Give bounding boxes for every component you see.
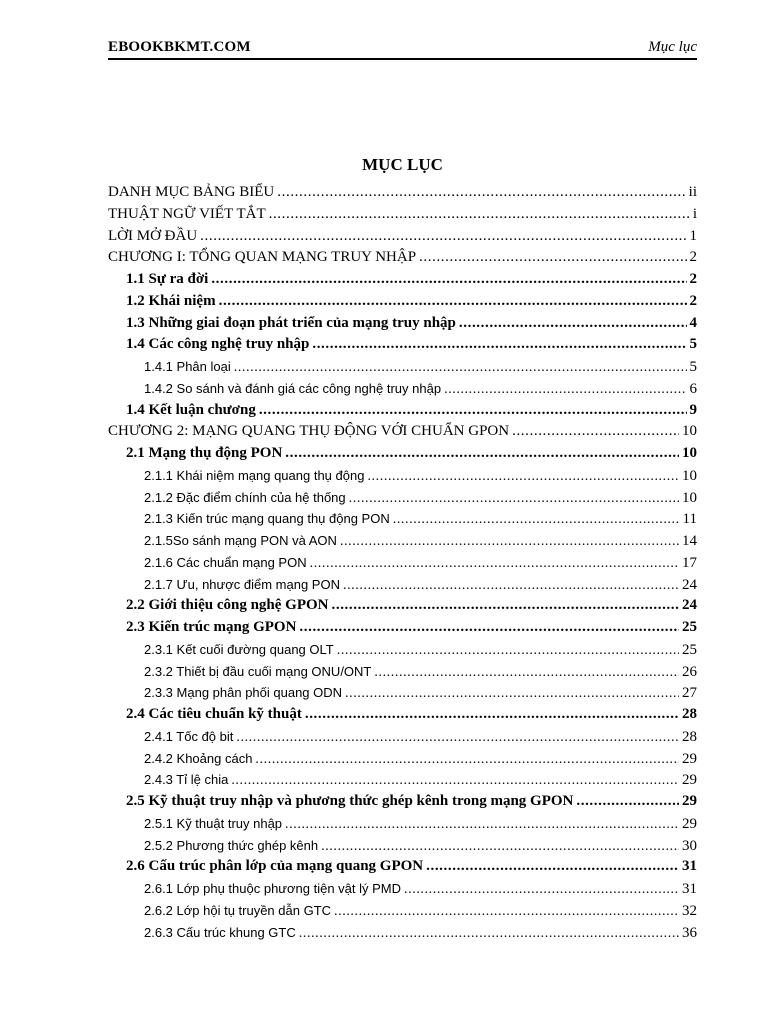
toc-entry-page: 4 [689, 314, 697, 331]
toc-entry-title: DANH MỤC BẢNG BIỂU [108, 184, 275, 200]
toc-entry[interactable] [108, 378, 697, 400]
toc-title: MỤC LỤC [362, 155, 443, 174]
dot-leader [285, 443, 679, 465]
toc-entry[interactable] [108, 334, 697, 356]
toc-entry[interactable] [108, 813, 697, 835]
toc-entry-title: 2.1.6 Các chuẩn mạng PON [144, 554, 307, 570]
toc-entry-title: 1.4 Các công nghệ truy nhập [126, 336, 310, 353]
toc-entry-page: 10 [682, 445, 697, 461]
dot-leader [576, 791, 679, 813]
toc-entry-page: 31 [682, 881, 697, 897]
dot-leader [305, 704, 679, 726]
dot-leader [393, 509, 680, 530]
dot-leader [340, 531, 679, 552]
dot-leader [259, 400, 687, 422]
toc-entry-title: 1.4.2 So sánh và đánh giá các công nghệ truy nhập [144, 380, 442, 396]
toc-entry-page: 32 [682, 902, 697, 919]
dot-leader [231, 770, 679, 791]
toc-entry-title: 2.5.2 Phương thức ghép kênh [144, 837, 319, 853]
dot-leader [512, 421, 679, 443]
toc-entry[interactable] [108, 791, 697, 813]
header-rule [108, 58, 697, 60]
toc-entry-title: 2.4.1 Tốc độ bit [144, 728, 234, 744]
toc-entry[interactable] [108, 595, 697, 617]
toc-entry[interactable] [108, 661, 697, 683]
toc-entry-page: ii [688, 184, 697, 200]
dot-leader [277, 182, 685, 204]
section-name: Mục lục [648, 39, 697, 55]
toc-entry-page: 10 [682, 423, 697, 440]
toc-entry-title: 2.1.5So sánh mạng PON và AON [144, 533, 337, 548]
toc-entry-page: 5 [689, 336, 697, 353]
toc-entry[interactable] [108, 617, 697, 639]
dot-leader [200, 226, 686, 248]
dot-leader [374, 662, 679, 683]
toc-entry[interactable] [108, 748, 697, 770]
toc-entry[interactable] [108, 639, 697, 661]
dot-leader [459, 313, 687, 335]
toc-entry-page: 2 [689, 292, 697, 309]
toc-entry-title: 2.4.2 Khoảng cách [144, 750, 253, 766]
toc-entry-title: 2.3 Kiến trúc mạng GPON [126, 619, 297, 635]
toc-entry-page: 25 [682, 619, 697, 635]
toc-entry-title: 2.6 Cấu trúc phân lớp của mạng quang GPON [126, 858, 424, 875]
toc-entry[interactable] [108, 682, 697, 704]
toc-entry-title: CHƯƠNG 2: MẠNG QUANG THỤ ĐỘNG VỚI CHUẨN GPON [108, 423, 510, 440]
table-of-contents [108, 182, 697, 943]
toc-entry-page: 24 [682, 597, 697, 614]
toc-entry-page: 28 [682, 728, 697, 745]
toc-entry[interactable] [108, 400, 697, 422]
toc-entry[interactable] [108, 574, 697, 596]
toc-entry[interactable] [108, 421, 697, 443]
toc-entry-page: 6 [689, 380, 697, 397]
toc-entry[interactable] [108, 313, 697, 335]
toc-entry[interactable] [108, 856, 697, 878]
toc-entry[interactable] [108, 291, 697, 313]
toc-entry-title: 2.1.3 Kiến trúc mạng quang thụ động PON [144, 511, 390, 527]
toc-entry-page: 29 [682, 750, 697, 767]
toc-entry-title: 2.3.2 Thiết bị đầu cuối mạng ONU/ONT [144, 663, 372, 679]
toc-entry-title: 2.4 Các tiêu chuẩn kỹ thuật [126, 706, 302, 722]
toc-entry-page: 5 [689, 359, 697, 375]
toc-entry-title: 2.5 Kỹ thuật truy nhập và phương thức ghép kênh trong mạng GPON [126, 793, 574, 809]
toc-entry-title: 1.3 Những giai đoạn phát triển của mạng truy nhập [126, 314, 456, 331]
dot-leader [367, 466, 679, 487]
toc-entry-page: i [692, 205, 697, 222]
dot-leader [299, 617, 679, 639]
dot-leader [426, 856, 679, 878]
toc-entry-title: 1.4 Kết luận chương [126, 401, 256, 418]
dot-leader [285, 814, 679, 835]
dot-leader [255, 749, 679, 770]
dot-leader [310, 553, 679, 574]
toc-entry[interactable] [108, 835, 697, 857]
toc-entry-title: 2.6.3 Cấu trúc khung GTC [144, 924, 296, 940]
toc-entry-page: 10 [682, 489, 697, 506]
toc-entry[interactable] [108, 356, 697, 378]
toc-entry[interactable] [108, 769, 697, 791]
toc-entry-page: 11 [682, 511, 697, 528]
toc-entry-title: 1.4.1 Phân loại [144, 359, 231, 374]
toc-entry-page: 26 [682, 663, 697, 680]
toc-entry-title: 2.6.2 Lớp hội tụ truyền dẫn GTC [144, 902, 332, 918]
dot-leader [337, 640, 679, 661]
dot-leader [321, 836, 679, 857]
dot-leader [269, 204, 690, 226]
toc-entry-title: 2.4.3 Tỉ lệ chia [144, 772, 229, 788]
dot-leader [343, 575, 679, 596]
toc-entry-page: 9 [689, 401, 697, 418]
toc-entry-title: CHƯƠNG I: TỔNG QUAN MẠNG TRUY NHẬP [108, 249, 417, 266]
toc-entry-page: 31 [682, 858, 697, 875]
toc-entry-page: 28 [682, 706, 697, 722]
toc-entry-title: 2.1.2 Đặc điểm chính của hệ thống [144, 489, 346, 505]
page-header [108, 34, 697, 56]
toc-entry[interactable] [108, 226, 697, 248]
toc-entry[interactable] [108, 204, 697, 226]
dot-leader [404, 879, 679, 900]
toc-entry[interactable] [108, 247, 697, 269]
toc-entry-page: 24 [682, 576, 697, 593]
toc-entry-title: 2.1.7 Ưu, nhược điểm mạng PON [144, 576, 340, 592]
toc-entry-page: 10 [682, 467, 697, 484]
toc-entry[interactable] [108, 443, 697, 465]
toc-entry[interactable] [108, 704, 697, 726]
toc-entry-page: 14 [682, 533, 697, 549]
toc-entry[interactable] [108, 900, 697, 922]
dot-leader [444, 379, 686, 400]
toc-entry-page: 1 [689, 227, 697, 244]
dot-leader [219, 291, 687, 313]
dot-leader [234, 357, 687, 378]
toc-entry-title: 2.2 Giới thiệu công nghệ GPON [126, 597, 329, 614]
dot-leader [211, 269, 686, 291]
toc-entry-title: LỜI MỞ ĐẦU [108, 227, 198, 244]
toc-entry-page: 29 [682, 772, 697, 789]
dot-leader [334, 901, 679, 922]
dot-leader [299, 923, 679, 944]
toc-entry[interactable] [108, 465, 697, 487]
toc-entry-title: THUẬT NGỮ VIẾT TẮT [108, 205, 266, 222]
toc-entry[interactable] [108, 878, 697, 900]
toc-entry-title: 2.3.1 Kết cuối đường quang OLT [144, 641, 334, 657]
toc-entry-title: 2.6.1 Lớp phụ thuộc phương tiện vật lý PMD [144, 881, 402, 896]
site-name[interactable]: EBOOKBKMT.COM [108, 39, 251, 55]
toc-entry-page: 36 [682, 924, 697, 941]
toc-entry[interactable] [108, 269, 697, 291]
dot-leader [332, 595, 680, 617]
toc-entry[interactable] [108, 182, 697, 204]
dot-leader [419, 247, 686, 269]
dot-leader [349, 488, 679, 509]
toc-entry-page: 27 [682, 685, 697, 702]
toc-entry[interactable] [108, 487, 697, 509]
toc-entry-page: 29 [682, 793, 697, 809]
dot-leader [236, 727, 679, 748]
toc-entry[interactable] [108, 922, 697, 944]
toc-entry[interactable] [108, 726, 697, 748]
toc-entry-title: 2.1 Mạng thụ động PON [126, 445, 283, 461]
toc-entry-title: 1.1 Sự ra đời [126, 271, 209, 287]
toc-entry-title: 2.3.3 Mạng phân phối quang ODN [144, 685, 343, 701]
toc-entry-title: 2.5.1 Kỹ thuật truy nhập [144, 815, 283, 831]
dot-leader [312, 334, 686, 356]
dot-leader [345, 683, 679, 704]
toc-entry-page: 2 [689, 271, 697, 287]
toc-entry-page: 30 [682, 837, 697, 854]
toc-entry[interactable] [108, 508, 697, 530]
toc-entry[interactable] [108, 530, 697, 552]
toc-entry-title: 2.1.1 Khái niệm mạng quang thụ động [144, 467, 365, 483]
toc-entry-page: 2 [689, 249, 697, 266]
toc-entry-page: 29 [682, 815, 697, 832]
toc-entry-page: 25 [682, 641, 697, 658]
toc-entry-page: 17 [682, 554, 697, 571]
toc-entry-title: 1.2 Khái niệm [126, 292, 216, 309]
toc-entry[interactable] [108, 552, 697, 574]
